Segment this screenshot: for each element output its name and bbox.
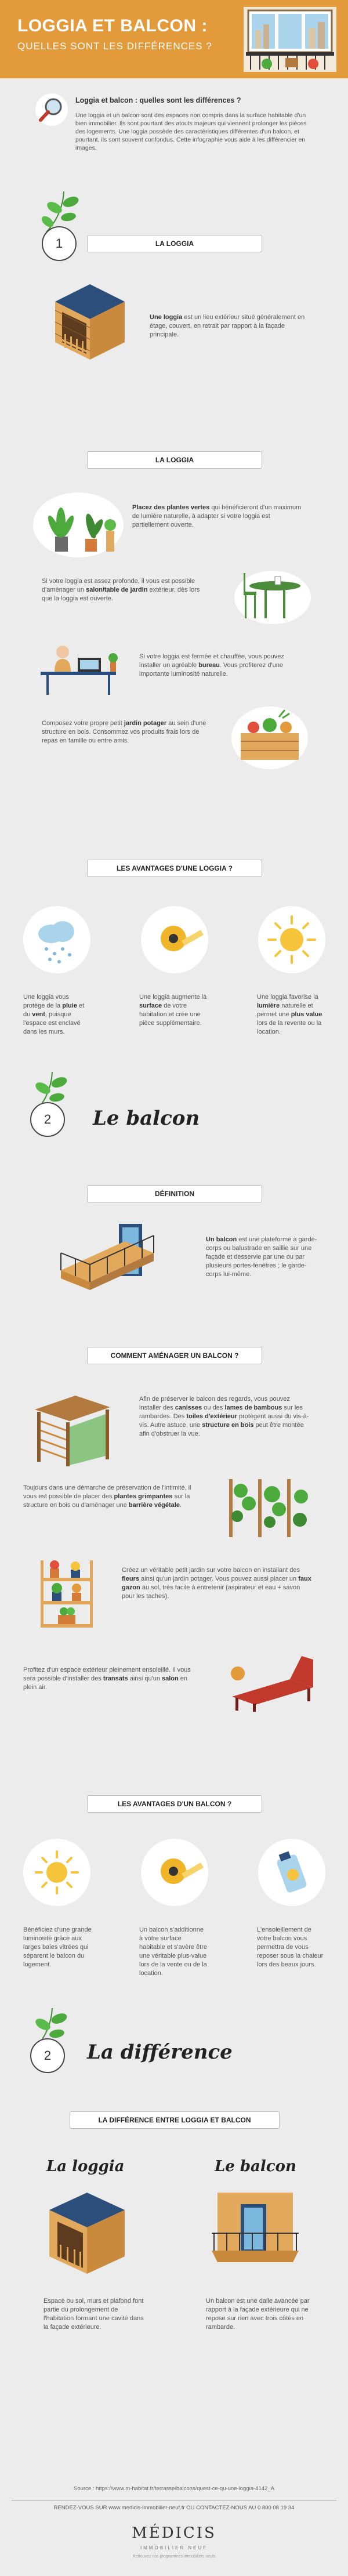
loggia-compare-text: Espace ou sol, murs et plafond font partie du prolongement de l'habitation formant une cavité dans la façade extérieure. (44, 2298, 144, 2331)
intro-text: Une loggia et un balcon sont des espaces non compris dans la surface habitable d'un bien immobilier. Ils sont pourtant des atouts majeurs qui viennent prolonger les pièces des logements. Une loggia possède des caractéristiques différentes d'un balcon, et pourtant, ils sont souvent confondus. Cette infographie vous aide à les différencier en images. (75, 112, 307, 151)
balcon-privacy-text: Afin de préserver le balcon des regards, vous pouvez installer des canisses ou des lames de bambous sur les rambardes. Des toiles d'extérieur protègent aussi du vis-à-vis. Autre astuce, une structure en bois peut être montée afin d'obstruer la vue. (139, 1396, 309, 1437)
section-number-2: 2 (30, 1102, 65, 1137)
balcon-compare-title: Le balcon (215, 2158, 296, 2175)
loggia-plants-text: Placez des plantes vertes qui bénéficieront d'un maximum de lumière naturelle, à adapter si votre loggia est partiellement ouverte. (132, 504, 302, 528)
section-number-3: 2 (30, 2038, 65, 2073)
flower-shelf-illustration (29, 1555, 104, 1630)
balcon-definition: Un balcon est une plateforme à garde-corps ou balustrade en saillie sur une façade et desservie par une ou par plusieurs portes-fenêtres ; le garde-corps lui-même. (206, 1236, 317, 1278)
loggia-advantage-1: Une loggia vous protège de la pluie et du vent, puisque l'espace est enclavé dans les murs. (23, 994, 85, 1035)
balcon-compare-illustration (206, 2187, 304, 2280)
section-pill-balcon-uses: COMMENT AMÉNAGER UN BALCON ? (87, 1347, 262, 1364)
loggia-compare-illustration (44, 2187, 130, 2280)
balcon-advantage-1: Bénéficiez d'une grande luminosité grâce aux larges baies vitrées qui séparent le balcon du logement. (23, 1926, 92, 1968)
loggia-advantage-2: Une loggia augmente la surface de votre habitation et crée une pièce supplémentaire. (139, 994, 207, 1027)
loggia-potager-text: Composez votre propre petit jardin potager au sein d'une structure en bois. Consommez vos produits frais lors de repas en famille ou entre amis. (42, 720, 206, 744)
balcon-advantage-2: Un balcon s'additionne à votre surface habitable et s'avère être une véritable plus-value lors de la vente ou de la location. (139, 1926, 208, 1977)
balcon-advantage-3: L'ensoleillement de votre balcon vous permettra de vous reposer sous la chaleur lors des beaux jours. (257, 1926, 324, 1968)
sun-illustration (258, 906, 325, 973)
sunscreen-icon (258, 1839, 325, 1906)
source-link[interactable]: Source : https://www.m-habitat.fr/terrasse/balcons/quest-ce-qu-une-loggia-4142_A (74, 2486, 274, 2492)
brand-logo: MÉDICIS (132, 2524, 216, 2542)
garden-table-illustration (232, 557, 313, 626)
sunlight-icon (23, 1839, 90, 1906)
tape-measure-icon (141, 906, 208, 973)
intro-block (35, 87, 325, 174)
header-banner (0, 0, 348, 78)
wooden-pergola-illustration (29, 1392, 116, 1468)
brand-tagline: IMMOBILIER NEUF (140, 2545, 208, 2550)
intro-question: Loggia et balcon : quelles sont les différences ? (75, 96, 241, 104)
footer-divider (12, 2500, 336, 2501)
section-pill-difference: LA DIFFÉRENCE ENTRE LOGGIA ET BALCON (70, 2111, 280, 2129)
office-desk-illustration (35, 638, 122, 696)
balcony-illustration (49, 1218, 160, 1299)
rain-cloud-icon (23, 906, 90, 973)
sunscreen-illustration (258, 1839, 325, 1906)
tape-measure-icon-2 (141, 1839, 208, 1906)
section-title-difference: La différence (87, 2041, 233, 2064)
balcon-garden-text: Créez un véritable petit jardin sur votre balcon en installant des fleurs ainsi qu'un jardin potager. Vous pouvez aussi placer un faux gazon au sol, très facile à entretenir (aspirateur et eau + savon pour les taches). (122, 1567, 311, 1600)
loggia-illustration (49, 278, 130, 365)
green-plants-illustration (32, 490, 125, 560)
deck-chair-illustration (220, 1644, 319, 1714)
tape-measure-illustration (141, 906, 208, 973)
section-pill-definition: DÉFINITION (87, 1185, 262, 1202)
loggia-salon-text: Si votre loggia est assez profonde, il vous est possible d'aménager un salon/table de jardin extérieur, dès lors que la loggia est ouverte. (42, 578, 200, 602)
light-illustration (23, 1839, 90, 1906)
loggia-advantage-3: Une loggia favorise la lumière naturelle et permet une plus value lors de la revente ou la location. (257, 994, 322, 1035)
magnifier-icon (35, 93, 68, 126)
climbing-plants-illustration (223, 1468, 316, 1543)
loggia-office-text: Si votre loggia est fermée et chauffée, vous pouvez installer un agréable bureau. Vous profiterez d'une importante luminosité naturelle. (139, 653, 284, 677)
balcon-climbing-text: Toujours dans une démarche de préservation de l'intimité, il vous est possible de placer des plantes grimpantes sur la structure en bois ou d'aménager une barrière végétale. (23, 1484, 191, 1509)
section-pill-loggia: LA LOGGIA (87, 235, 262, 252)
footer-contact[interactable]: RENDEZ-VOUS SUR www.medicis-immobilier-neuf.fr OU CONTACTEZ-NOUS AU 0 800 08 19 34 (53, 2505, 295, 2511)
loggia-compare-title: La loggia (46, 2158, 125, 2175)
surface-illustration (141, 1839, 208, 1906)
section-title-balcon: Le balcon (93, 1107, 200, 1130)
rain-cloud-illustration (23, 906, 90, 973)
section-pill-loggia-advantages: LES AVANTAGES D'UNE LOGGIA ? (87, 860, 262, 877)
section-number-1: 1 (42, 226, 77, 261)
section-pill-loggia-uses: LA LOGGIA (87, 451, 262, 469)
balcony-window-illustration (244, 7, 336, 72)
brand-small-text: Retrouvez nos programmes immobiliers neufs (132, 2555, 216, 2559)
page-title: LOGGIA ET BALCON : (17, 16, 208, 35)
section-pill-balcon-advantages: LES AVANTAGES D'UN BALCON ? (87, 1795, 262, 1813)
balcon-relax-text: Profitez d'un espace extérieur pleinement ensoleillé. Il vous sera possible d'installer des transats ainsi qu'un salon en plein air. (23, 1666, 191, 1691)
page-subtitle: QUELLES SONT LES DIFFÉRENCES ? (17, 41, 212, 52)
balcon-compare-text: Un balcon est une dalle avancée par rapport à la façade extérieure qui ne repose sur rien avec trois côtés en rambarde. (206, 2298, 310, 2331)
loggia-definition: Une loggia est un lieu extérieur situé généralement en étage, couvert, en retrait par rapport à la façade principale. (150, 314, 305, 338)
sun-icon (258, 906, 325, 973)
vegetable-planter-illustration (229, 702, 310, 771)
